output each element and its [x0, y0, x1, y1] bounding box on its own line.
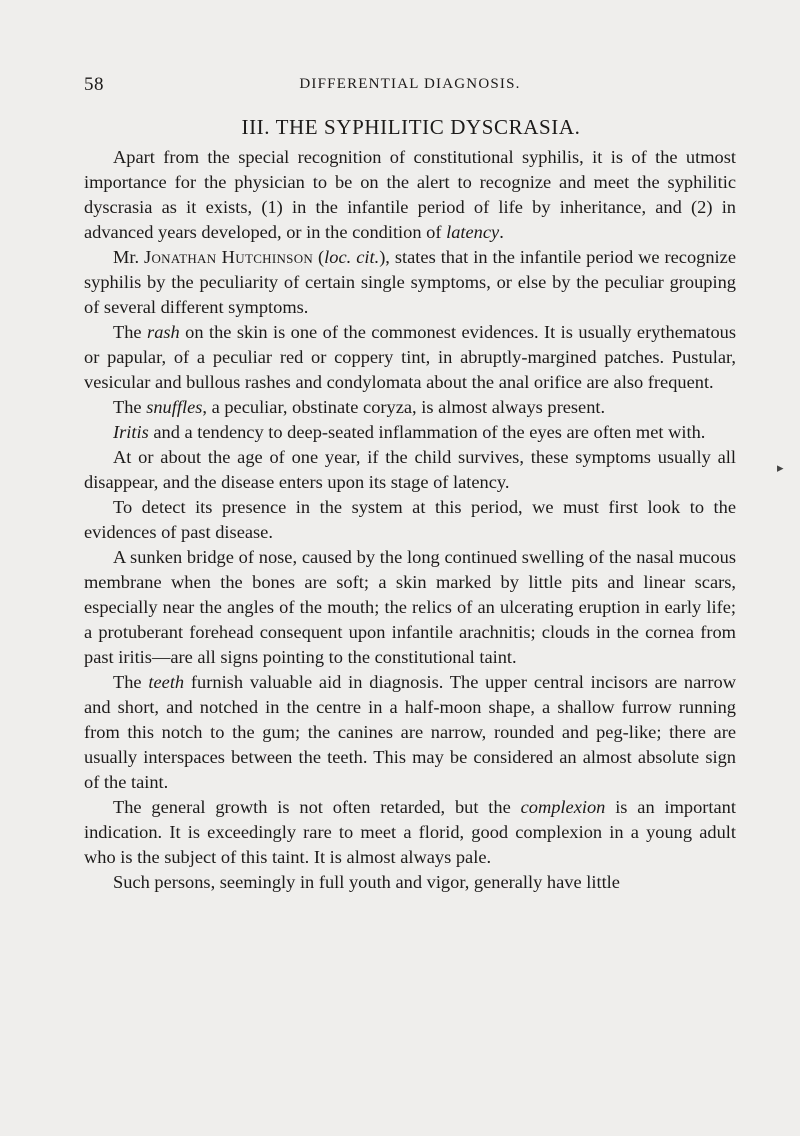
paragraph-text: and a tendency to deep-seated inflammation of the eyes are often met with.	[148, 422, 706, 442]
paragraph-text: The	[113, 397, 147, 417]
paragraph-2	[84, 245, 736, 320]
paragraph-1	[84, 145, 736, 245]
paragraph-text: To detect its presence in the system at this period, we must first look to the evidences of past disease.	[84, 497, 736, 542]
paragraph-text: The	[113, 672, 149, 692]
section-heading: III. THE SYPHILITIC DYSCRASIA.	[241, 115, 581, 139]
body-text	[84, 145, 736, 895]
paragraph-6	[84, 445, 736, 495]
paragraph-text: on the skin is one of the commonest evidences. It is usually erythematous or papular, of a peculiar red or coppery tint, in abruptly-margined patches. Pustular, vesicular and bullous rashes and condylomata about the anal orifice are also frequent.	[84, 322, 736, 392]
paragraph-text: furnish valuable aid in diagnosis. The upper central incisors are narrow and short, and notched in the centre in a half-moon shape, a shallow furrow running from this notch to the gum; the canines are narrow, rounded and peg-like; there are usually interspaces between the teeth. This may be considered an almost absolute sign of the taint.	[84, 672, 736, 792]
emphasis: latency	[446, 222, 500, 242]
margin-mark: ▸	[777, 460, 784, 475]
paragraph-5	[84, 420, 736, 445]
emphasis: teeth	[148, 672, 185, 692]
paragraph-3	[84, 320, 736, 395]
paragraph-text: ), states that in the infantile period we recognize syphilis by the peculiarity of certain single symptoms, or else by the peculiar grouping of several different symptoms.	[84, 247, 736, 317]
paragraph-7	[84, 495, 736, 545]
emphasis: Iritis	[113, 422, 149, 442]
emphasis: loc. cit.	[324, 247, 380, 267]
paragraph-text: The	[113, 322, 148, 342]
paragraph-text: is an important indication. It is exceedingly rare to meet a florid, good complexion in a young adult who is the subject of this taint. It is almost always pale.	[84, 797, 736, 867]
paragraph-4	[84, 395, 736, 420]
running-head: DIFFERENTIAL DIAGNOSIS.	[299, 76, 521, 92]
paragraph-9	[84, 670, 736, 795]
paragraph-text: Mr.	[113, 247, 145, 267]
page-number: 58	[84, 74, 104, 95]
paragraph-10	[84, 795, 736, 870]
paragraph-text: Such persons, seemingly in full youth and vigor, generally have little	[113, 872, 620, 892]
emphasis: rash	[147, 322, 180, 342]
paragraph-text: Apart from the special recognition of constitutional syphilis, it is of the utmost importance for the physician to be on the alert to recognize and meet the syphilitic dyscrasia as it exists, (1) in the infantile period of life by inheritance, and (2) in advanced years developed, or in the condition of	[84, 147, 736, 242]
paragraph-text: A sunken bridge of nose, caused by the long continued swelling of the nasal mucous membrane when the bones are soft; a skin marked by little pits and linear scars, especially near the angles of the mouth; the relics of an ulcerating eruption in early life; a protuberant forehead consequent upon infantile arachnitis; clouds in the cornea from past iritis—are all signs pointing to the constitutional taint.	[84, 547, 736, 667]
paragraph-8	[84, 545, 736, 670]
emphasis: complexion	[520, 797, 606, 817]
paragraph-11	[84, 870, 736, 895]
paragraph-text: At or about the age of one year, if the child survives, these symptoms usually all disappear, and the disease enters upon its stage of latency.	[84, 447, 736, 492]
page-header	[84, 74, 726, 98]
author-name: Jonathan Hutchinson	[144, 247, 314, 267]
paragraph-text: The general growth is not often retarded, but the	[113, 797, 521, 817]
paragraph-text: , a peculiar, obstinate coryza, is almost always present.	[202, 397, 606, 417]
emphasis: snuffles	[146, 397, 203, 417]
paragraph-text: (	[313, 247, 325, 267]
paragraph-text: .	[499, 222, 504, 242]
